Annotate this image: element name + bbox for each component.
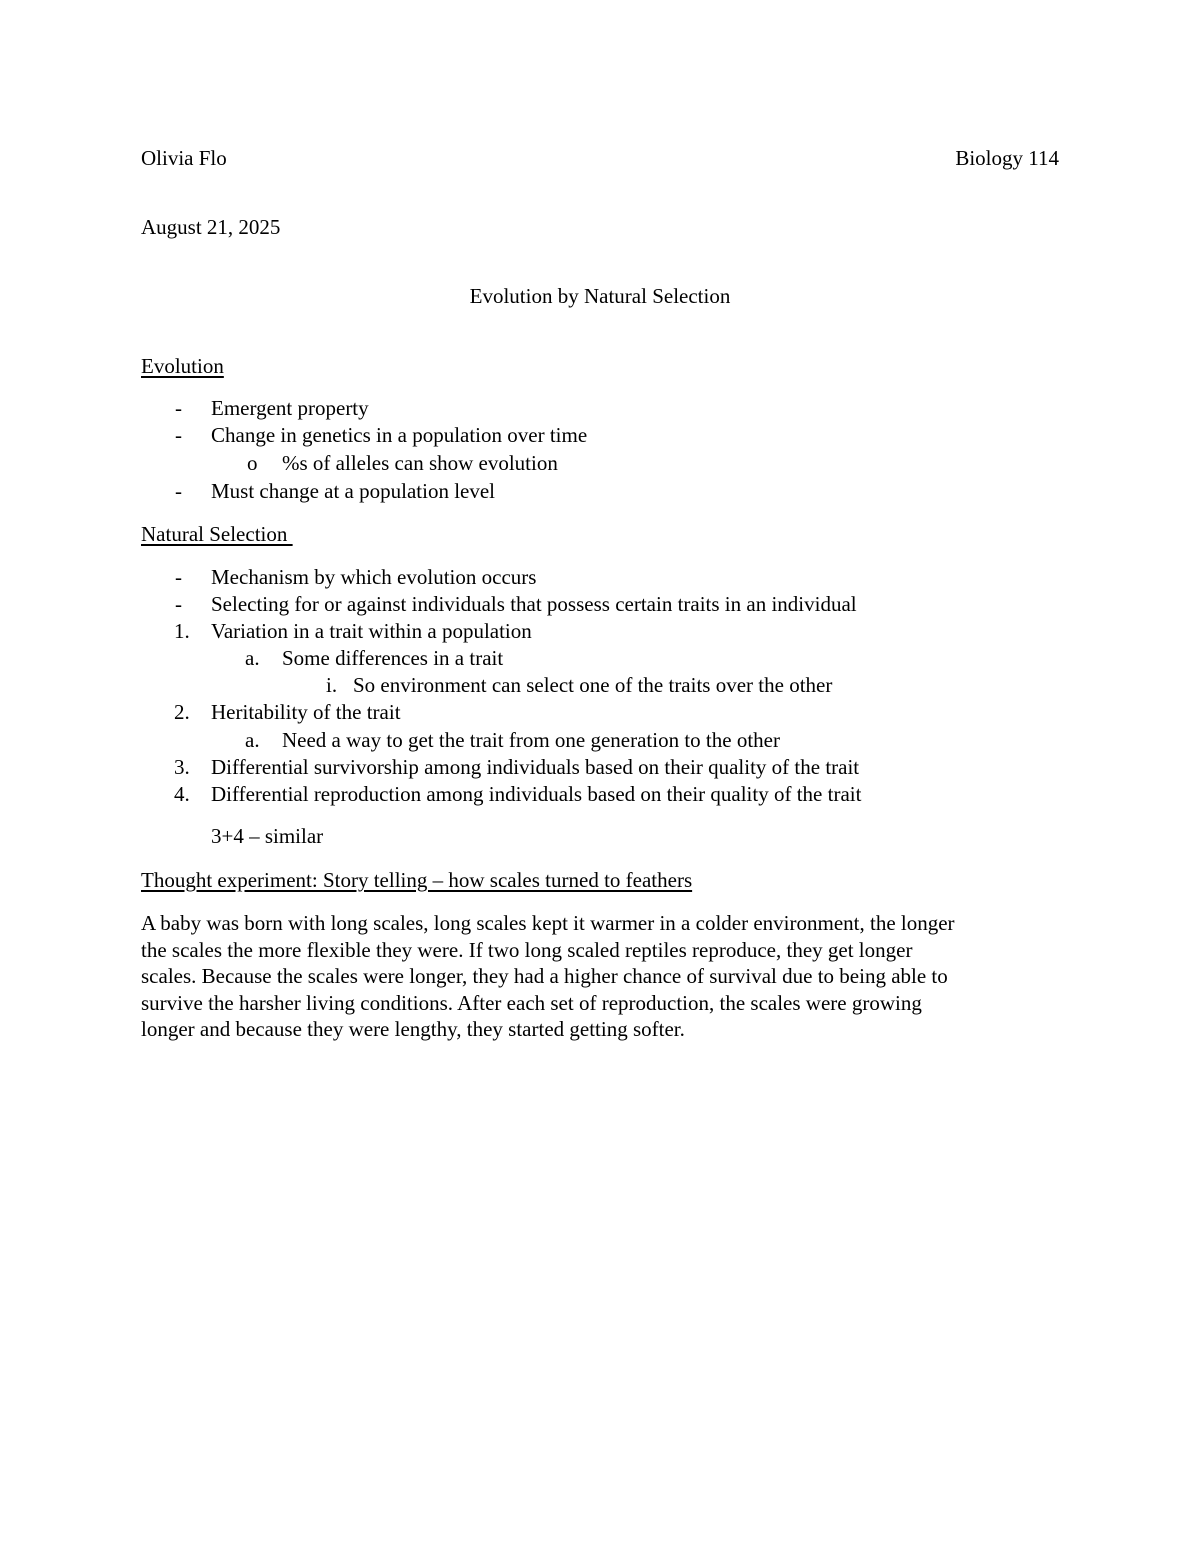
list-item-text: Heritability of the trait [211,700,401,724]
list-item-text: Differential survivorship among individuals based on their quality of the trait [211,755,860,779]
list-item [175,479,182,503]
sublist-item [247,451,258,475]
list-marker: 3. [174,755,190,779]
list-marker: 2. [174,700,190,724]
list-item-text: Must change at a population level [211,479,496,503]
list-item-text: Mechanism by which evolution occurs [211,565,537,589]
list-item-text: Change in genetics in a population over time [211,423,588,447]
sublist-item-text: Some differences in a trait [282,646,504,670]
paragraph-line: survive the harsher living conditions. After each set of reproduction, the scales were growing [141,990,922,1015]
document-title: Evolution by Natural Selection [469,284,731,308]
paragraph-line: scales. Because the scales were longer, they had a higher chance of survival due to being able to [141,964,948,988]
section-heading-natural-selection: Natural Selection [141,522,293,546]
note-text: 3+4 – similar [211,824,324,848]
section-heading-evolution: Evolution [141,354,224,378]
list-item [175,396,182,420]
list-item-text: Selecting for or against individuals that possess certain traits in an individual [211,592,857,616]
list-item-text: Differential reproduction among individuals based on their quality of the trait [211,782,862,806]
subsublist-item-text: So environment can select one of the traits over the other [353,673,833,697]
story-paragraph [141,910,1061,1043]
list-marker: 4. [174,782,190,806]
document-date: August 21, 2025 [141,215,281,239]
list-item-text: Emergent property [211,396,369,420]
author-name: Olivia Flo [141,146,227,170]
list-marker: - [175,479,182,503]
paragraph-line: longer and because they were lengthy, they started getting softer. [141,1017,685,1041]
list-marker: - [175,565,182,589]
subsublist-marker: i. [326,673,338,697]
section-heading-thought-experiment: Thought experiment: Story telling – how scales turned to feathers [141,868,693,892]
sublist-item-text: Need a way to get the trait from one generation to the other [282,728,780,752]
list-marker: - [175,592,182,616]
list-item [175,423,182,447]
sublist-marker: a. [245,646,260,670]
paragraph-line: the scales the more flexible they were. If two long scaled reptiles reproduce, they get longer [141,937,913,962]
sublist-item-text: %s of alleles can show evolution [282,451,558,475]
sublist-marker: a. [245,728,260,752]
list-marker: 1. [174,619,190,643]
list-marker: - [175,423,182,447]
paragraph-line: A baby was born with long scales, long scales kept it warmer in a colder environment, the longer [141,911,955,935]
list-marker: - [175,396,182,420]
sublist-marker: o [247,451,258,475]
list-item-text: Variation in a trait within a population [211,619,532,643]
course-name: Biology 114 [955,146,1059,170]
